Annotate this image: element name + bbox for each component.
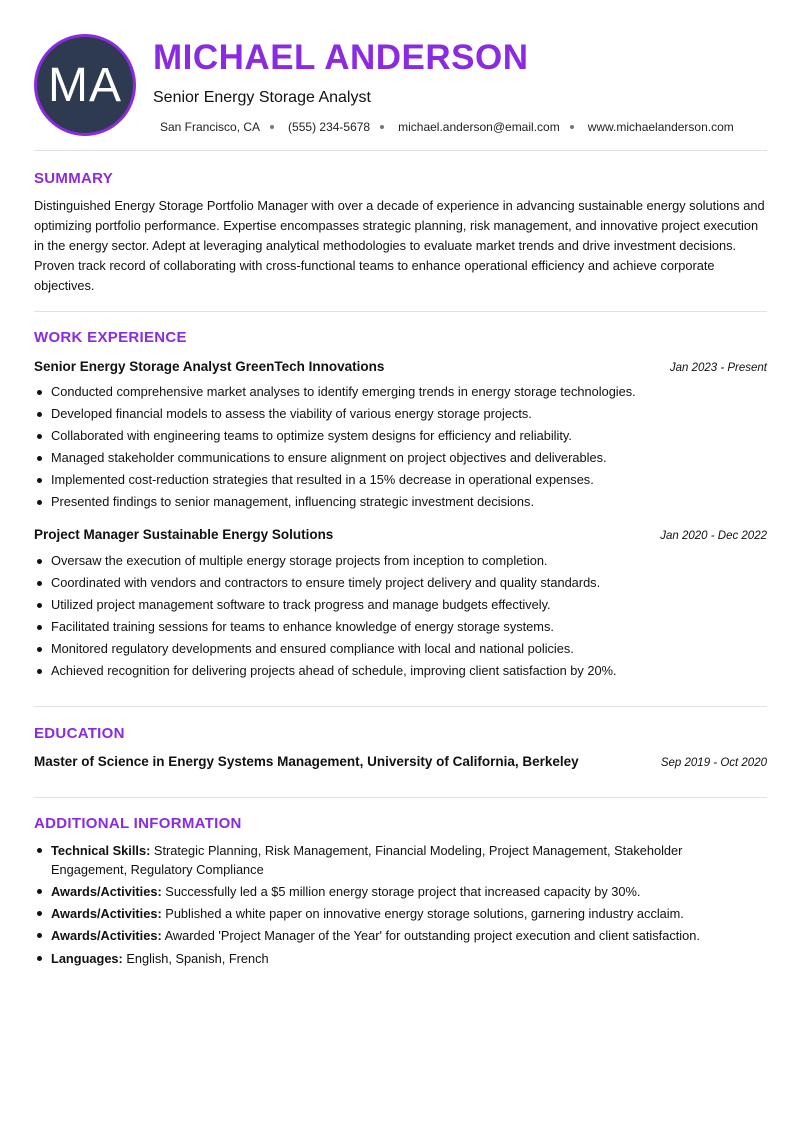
- item-text: English, Spanish, French: [126, 951, 269, 966]
- divider: [34, 311, 767, 312]
- list-item: Managed stakeholder communications to ensure alignment on project objectives and deliverables.: [34, 447, 767, 469]
- contact-email: michael.anderson@email.com: [398, 120, 560, 134]
- item-label: Awards/Activities:: [51, 906, 162, 921]
- list-item: Implemented cost-reduction strategies that resulted in a 15% decrease in operational expenses.: [34, 469, 767, 491]
- job-bullets: [34, 550, 767, 682]
- list-item: Facilitated training sessions for teams to enhance knowledge of energy storage systems.: [34, 616, 767, 638]
- list-item: Coordinated with vendors and contractors to ensure timely project delivery and quality standards.: [34, 572, 767, 594]
- job-bullets: [34, 381, 767, 513]
- job-date: Jan 2023 - Present: [669, 362, 767, 374]
- contact-website: www.michaelanderson.com: [587, 120, 734, 134]
- separator-dot: [570, 125, 574, 129]
- contact-phone: (555) 234-5678: [288, 120, 371, 134]
- list-item: [34, 904, 734, 923]
- degree: Master of Science in Energy Systems Management, University of California, Berkeley: [34, 754, 579, 769]
- summary-heading: SUMMARY: [34, 170, 114, 187]
- job-role: Senior Energy Storage Analyst GreenTech Innovations: [34, 359, 385, 374]
- job-date: Jan 2020 - Dec 2022: [660, 530, 767, 542]
- item-text: Strategic Planning, Risk Management, Financial Modeling, Project Management, Stakeholder Engagement, Regulatory Compliance: [51, 843, 683, 877]
- list-item: Developed financial models to assess the viability of various energy storage projects.: [34, 403, 767, 425]
- item-label: Awards/Activities:: [51, 928, 162, 943]
- job-header: [34, 359, 767, 374]
- divider: [34, 706, 767, 707]
- education-date: Sep 2019 - Oct 2020: [660, 757, 767, 769]
- list-item: Achieved recognition for delivering projects ahead of schedule, improving client satisfaction by 20%.: [34, 660, 767, 682]
- additional-information-heading: ADDITIONAL INFORMATION: [34, 815, 242, 832]
- list-item: [34, 949, 734, 968]
- contact-location: San Francisco, CA: [160, 120, 261, 134]
- education-heading: EDUCATION: [34, 725, 125, 742]
- item-label: Awards/Activities:: [51, 884, 162, 899]
- divider: [34, 150, 767, 151]
- separator-dot: [270, 125, 274, 129]
- list-item: Utilized project management software to track progress and manage budgets effectively.: [34, 594, 767, 616]
- divider: [34, 797, 767, 798]
- item-text: Awarded 'Project Manager of the Year' for outstanding project execution and client satisfaction.: [164, 928, 700, 943]
- list-item: Conducted comprehensive market analyses to identify emerging trends in energy storage technologies.: [34, 381, 767, 403]
- list-item: Presented findings to senior management, influencing strategic investment decisions.: [34, 491, 767, 513]
- summary-text: Distinguished Energy Storage Portfolio Manager with over a decade of experience in advancing sustainable energy solutions and optimizing portfolio performance. Expertise encompasses strategic planning, risk management, and innovative project execution in the energy sector. Adept at leveraging analytical methodologies to evaluate market trends and drive investment decisions. Proven track record of collaborating with cross-functional teams to enhance operational efficiency and achieve corporate objectives.: [34, 198, 765, 293]
- list-item: [34, 926, 734, 945]
- avatar: [34, 34, 136, 136]
- list-item: Oversaw the execution of multiple energy storage projects from inception to completion.: [34, 550, 767, 572]
- item-text: Published a white paper on innovative energy storage solutions, garnering industry acclaim.: [165, 906, 684, 921]
- education-entry: [34, 754, 767, 769]
- job-header: [34, 527, 767, 542]
- list-item: Collaborated with engineering teams to optimize system designs for efficiency and reliability.: [34, 425, 767, 447]
- candidate-title: Senior Energy Storage Analyst: [153, 89, 371, 106]
- job-role: Project Manager Sustainable Energy Solutions: [34, 527, 334, 542]
- list-item: Monitored regulatory developments and ensured compliance with local and national policies.: [34, 638, 767, 660]
- list-item: [34, 882, 734, 901]
- item-label: Technical Skills:: [51, 843, 151, 858]
- additional-information-list: [34, 841, 734, 971]
- work-experience-heading: WORK EXPERIENCE: [34, 329, 187, 346]
- contact-line: [160, 120, 734, 134]
- separator-dot: [380, 125, 384, 129]
- avatar-initials: MA: [48, 58, 122, 112]
- list-item: [34, 841, 734, 879]
- candidate-name: MICHAEL ANDERSON: [153, 38, 529, 77]
- item-label: Languages:: [51, 951, 123, 966]
- item-text: Successfully led a $5 million energy storage project that increased capacity by 30%.: [165, 884, 641, 899]
